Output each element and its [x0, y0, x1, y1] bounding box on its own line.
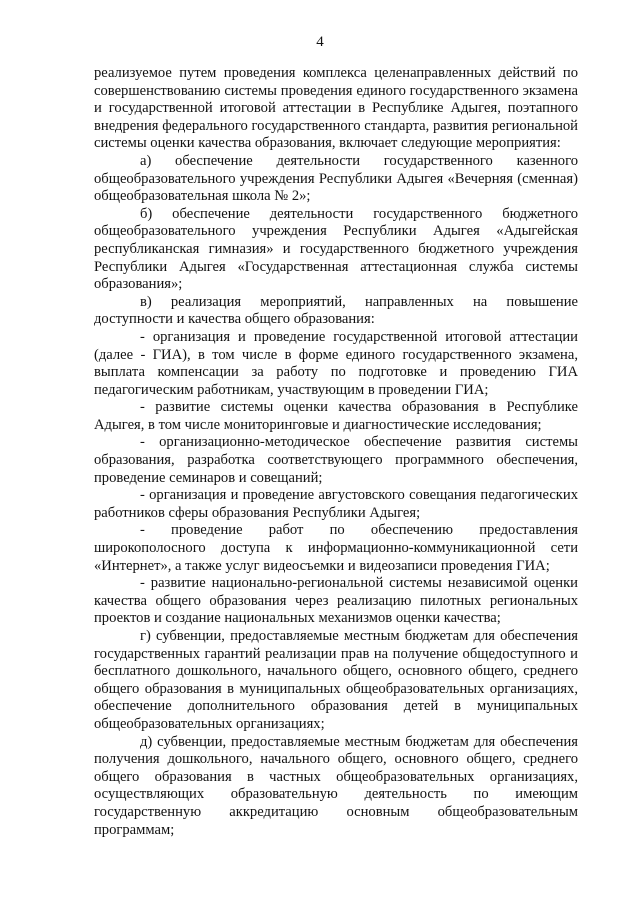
paragraph: б) обеспечение деятельности государственного бюджетного общеобразовательного учреждения Республики Адыгея «Адыгейская республиканская гимназия» и государственного бюджетного учреждения Республики Адыгея «Государственная аттестационная служба системы образования»;	[94, 205, 578, 293]
paragraph: - организация и проведение августовского совещания педагогических работников сферы образования Республики Адыгея;	[94, 487, 578, 521]
paragraph: д) субвенции, предоставляемые местным бюджетам для обеспечения получения дошкольного, начального общего, основного общего, среднего общего образования в частных общеобразовательных организациях, осуществляющих образовательную деятельность по имеющим государственную аккредитацию основным общеобразовательным программам;	[94, 733, 578, 838]
paragraph: - организационно-методическое обеспечение развития системы образования, разработка соответствующего программного обеспечения, проведение семинаров и совещаний;	[94, 434, 578, 486]
paragraph: - организация и проведение государственной итоговой аттестации (далее - ГИА), в том числе в форме единого государственного экзамена, выплата компенсации за работу по подготовке и проведению ГИА педагогическим работникам, участвующим в проведении ГИА;	[94, 328, 578, 398]
paragraph: - развитие национально-региональной системы независимой оценки качества общего образования через реализацию пилотных региональных проектов и создание национальных механизмов оценки качества;	[94, 575, 578, 627]
paragraph: - проведение работ по обеспечению предоставления широкополосного доступа к информационно-коммуникационной сети «Интернет», а также услуг видеосъемки и видеозаписи проведения ГИА;	[94, 522, 578, 574]
document-body	[94, 65, 578, 839]
paragraph: - развитие системы оценки качества образования в Республике Адыгея, в том числе мониторинговые и диагностические исследования;	[94, 399, 578, 433]
page-number: 4	[316, 34, 324, 50]
paragraph: г) субвенции, предоставляемые местным бюджетам для обеспечения государственных гарантий реализации прав на получение общедоступного и бесплатного дошкольного, начального общего, основного общего, среднего общего образования в муниципальных общеобразовательных организациях, обеспечение дополнительного образования детей в муниципальных общеобразовательных организациях;	[94, 628, 578, 732]
paragraph: а) обеспечение деятельности государственного казенного общеобразовательного учреждения Республики Адыгея «Вечерняя (сменная) общеобразовательная школа № 2»;	[94, 152, 578, 205]
paragraph: в) реализация мероприятий, направленных на повышение доступности и качества общего образования:	[94, 293, 578, 328]
paragraph: реализуемое путем проведения комплекса целенаправленных действий по совершенствованию системы проведения единого государственного экзамена и государственной итоговой аттестации в Республике Адыгея, поэтапного внедрения федерального государственного стандарта, развития региональной системы оценки качества образования, включает следующие мероприятия:	[94, 65, 578, 152]
